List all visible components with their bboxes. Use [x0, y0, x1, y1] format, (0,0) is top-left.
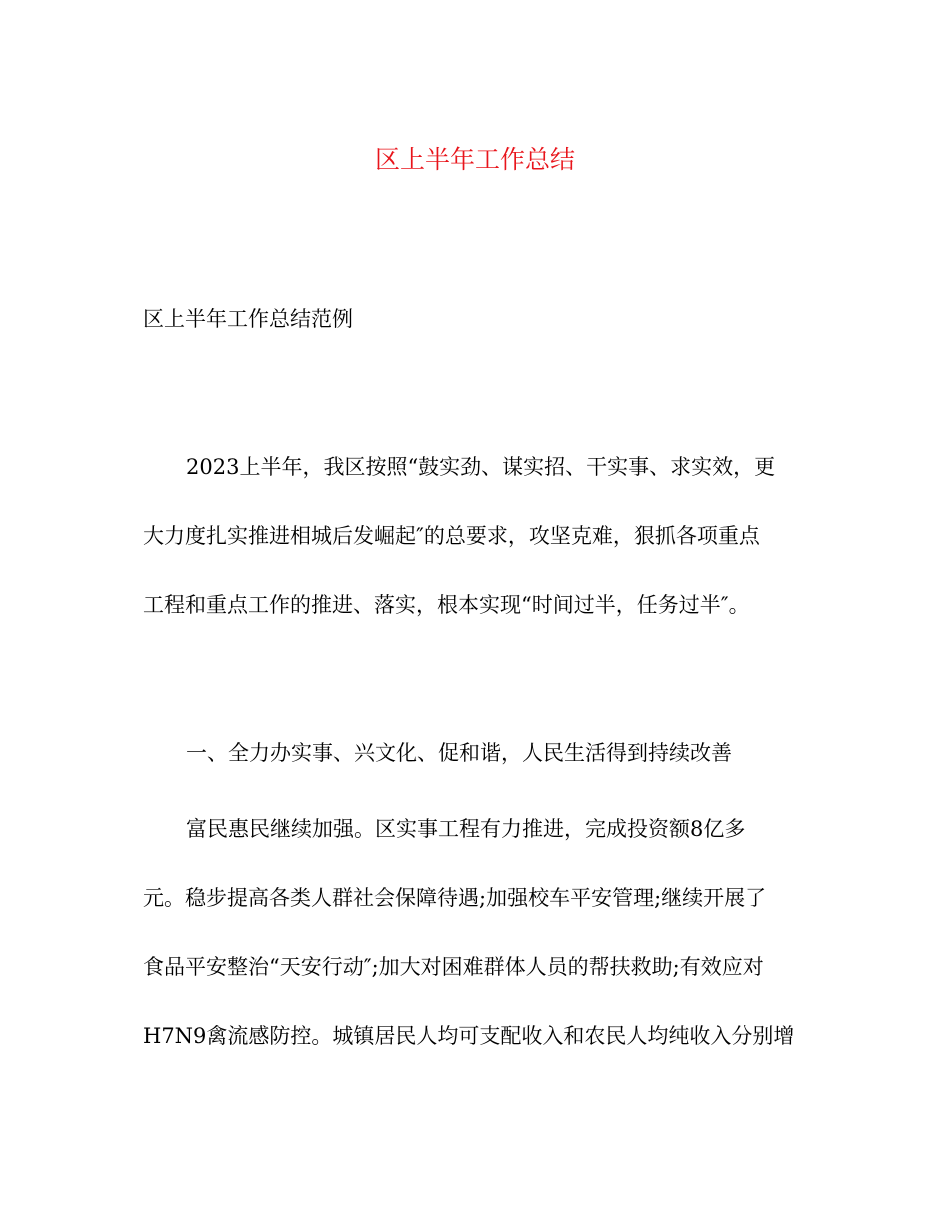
section-1-heading: 一、全力办实事、兴文化、促和谐，人民生活得到持续改善: [186, 741, 732, 765]
document-subtitle: 区上半年工作总结范例: [143, 307, 353, 331]
document-title: 区上半年工作总结: [374, 145, 575, 174]
section-1-line-3: 食品平安整治“天安行动″;加大对困难群体人员的帮扶救助;有效应对: [143, 955, 764, 979]
intro-line-2: 大力度扎实推进相城后发崛起″的总要求，攻坚克难，狠抓各项重点: [143, 524, 760, 548]
section-1-line-4: H7N9禽流感防控。城镇居民人均可支配收入和农民人均纯收入分别增: [143, 1024, 795, 1048]
section-1-line-2: 元。稳步提高各类人群社会保障待遇;加强校车平安管理;继续开展了: [143, 886, 767, 910]
intro-line-3: 工程和重点工作的推进、落实，根本实现“时间过半，任务过半″。: [143, 593, 750, 617]
section-1-line-1: 富民惠民继续加强。区实事工程有力推进，完成投资额8亿多: [186, 817, 746, 841]
intro-line-1: 2023上半年，我区按照“鼓实劲、谋实招、干实事、求实效，更: [186, 455, 776, 479]
